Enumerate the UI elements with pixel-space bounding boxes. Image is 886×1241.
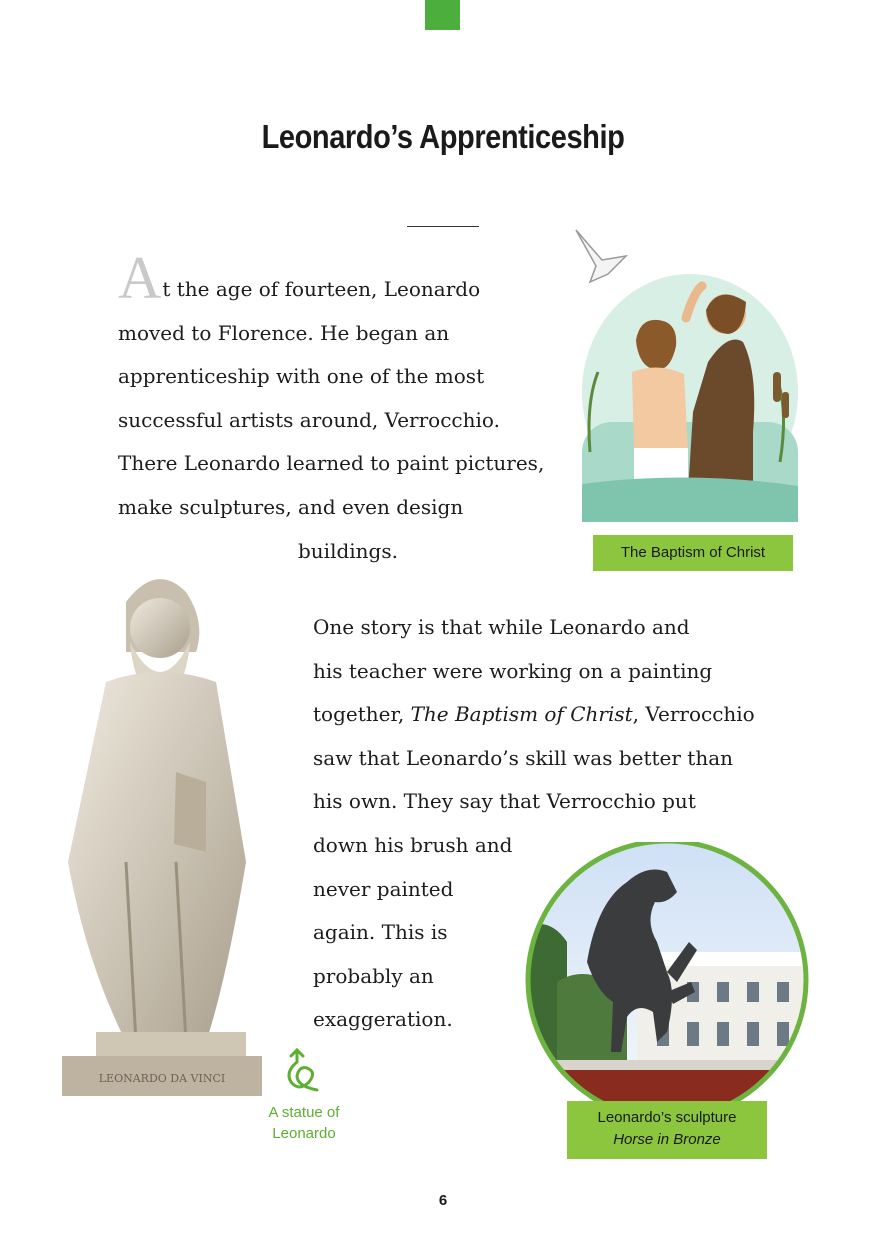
page-number: 6 (438, 1192, 448, 1209)
drop-cap: A (118, 245, 162, 311)
intro-line: buildings. (298, 538, 398, 563)
statue-illustration (56, 562, 268, 1102)
story-line: exaggeration. (313, 1007, 453, 1032)
intro-line: apprenticeship with one of the most (118, 364, 485, 389)
intro-line: At the age of fourteen, Leonardo (118, 245, 481, 311)
title-divider (407, 226, 479, 227)
page-tab-marker (425, 0, 460, 30)
statue-plaque: LEONARDO DA VINCI (98, 1072, 226, 1085)
story-line: together, The Baptism of Christ, Verrocchio (313, 702, 755, 727)
story-line: his own. They say that Verrocchio put (313, 789, 696, 814)
sculpture-title: Horse in Bronze (613, 1131, 721, 1148)
intro-line: successful artists around, Verrocchio. (118, 407, 500, 432)
story-line: One story is that while Leonardo and (313, 615, 690, 639)
story-line: saw that Leonardo’s skill was better than (313, 745, 734, 770)
intro-line: moved to Florence. He began an (118, 320, 450, 345)
intro-line: There Leonardo learned to paint pictures, (118, 451, 545, 476)
story-line: his teacher were working on a painting (313, 658, 713, 683)
baptism-illustration (568, 222, 804, 522)
sculpture-caption: Leonardo’s sculpture Horse in Bronze (567, 1101, 767, 1159)
story-line: down his brush and (313, 832, 513, 857)
intro-paragraph (118, 245, 545, 573)
page-title: Leonardo’s Apprenticeship (261, 118, 625, 155)
baptism-caption: The Baptism of Christ (593, 535, 793, 571)
curly-arrow-icon (283, 1046, 323, 1094)
statue-caption: A statue of Leonardo (268, 1104, 340, 1142)
story-line: never painted (313, 876, 454, 901)
painting-title: The Baptism of Christ (410, 702, 633, 727)
story-line: probably an (313, 963, 434, 988)
intro-line: make sculptures, and even design (118, 494, 464, 519)
story-line: again. This is (313, 920, 448, 945)
horse-sculpture-illustration (517, 842, 817, 1104)
